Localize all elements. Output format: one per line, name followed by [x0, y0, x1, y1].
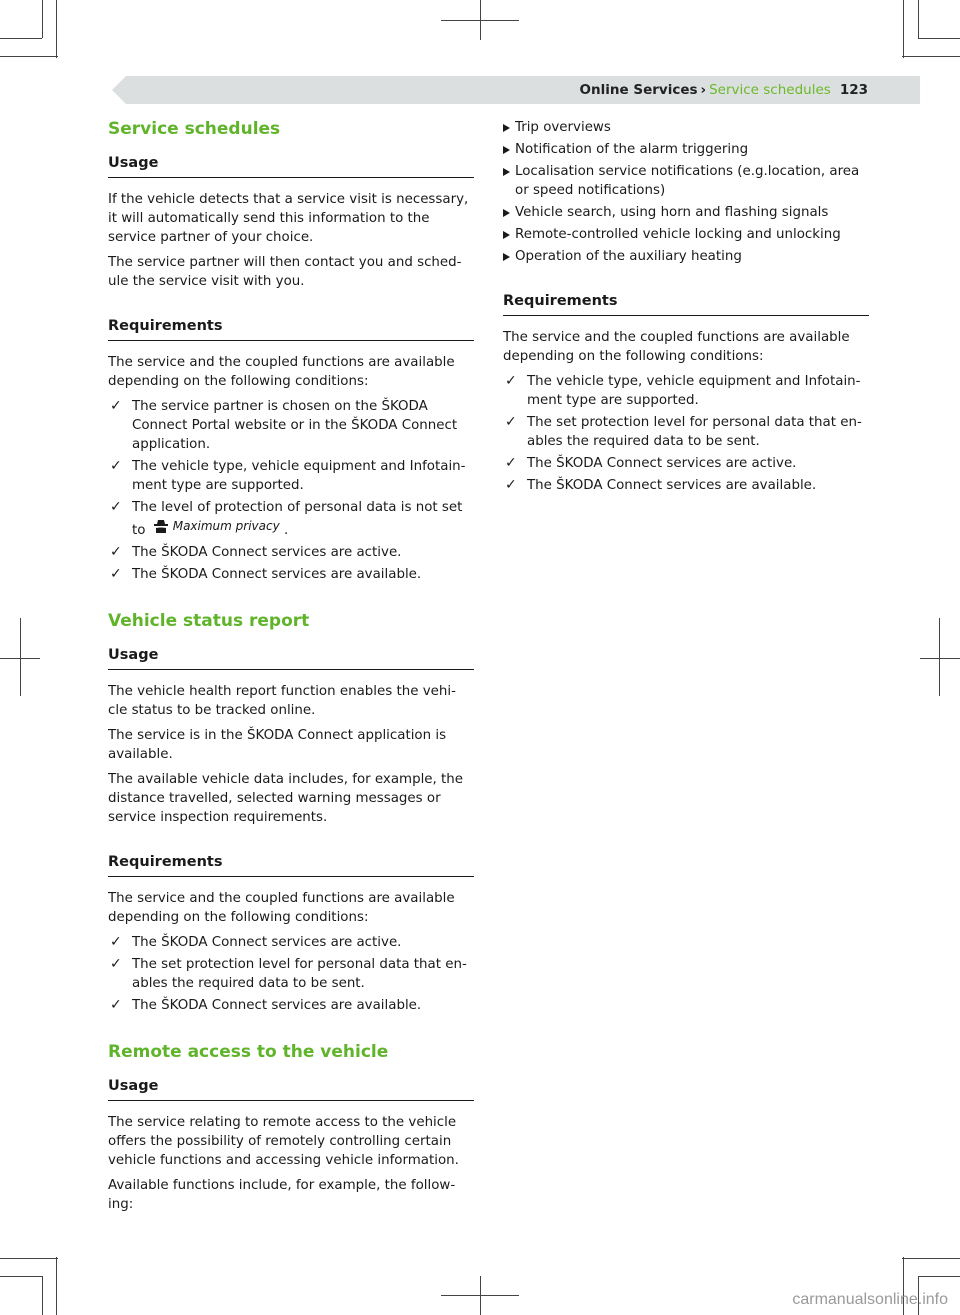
crop-mark — [20, 618, 21, 696]
list-item — [108, 543, 474, 562]
arrow-right-icon — [503, 168, 510, 176]
crop-mark — [920, 658, 960, 659]
list-item-text: The set protection level for personal data that en-ables the required data to be sent. — [132, 957, 467, 991]
check-icon: ✓ — [505, 414, 517, 430]
left-column — [108, 118, 474, 1220]
subheading-usage: Usage — [108, 154, 474, 178]
list-item — [503, 140, 869, 159]
paragraph: The service and the coupled functions are available depending on the following conditions: — [108, 355, 455, 389]
paragraph: The service partner will then contact you and sched-ule the service visit with you. — [108, 255, 462, 289]
list-item-text: Trip overviews — [515, 120, 611, 135]
paragraph: The service is in the ŠKODA Connect application is available. — [108, 728, 447, 762]
conditions-list — [108, 933, 474, 1015]
breadcrumb-separator: › — [700, 82, 707, 98]
check-icon: ✓ — [110, 544, 122, 560]
section-title-service-schedules: Service schedules — [108, 119, 281, 139]
list-item — [503, 118, 869, 137]
crop-mark — [42, 0, 43, 38]
crop-mark — [902, 1258, 960, 1259]
right-column — [503, 118, 869, 501]
list-item-text: The set protection level for personal data that en-ables the required data to be sent. — [527, 415, 862, 449]
list-item — [503, 476, 869, 495]
paragraph: The service and the coupled functions are available depending on the following conditions: — [503, 330, 850, 364]
list-item — [503, 454, 869, 473]
list-item-text: The level of protection of personal data is not set to — [132, 500, 463, 538]
privacy-suffix: . — [283, 523, 289, 538]
subheading-usage: Usage — [108, 646, 474, 670]
list-item — [503, 247, 869, 266]
crop-mark — [918, 1276, 960, 1277]
list-item — [503, 413, 869, 451]
check-icon: ✓ — [110, 997, 122, 1013]
breadcrumb — [580, 80, 868, 100]
crop-mark — [56, 1257, 57, 1315]
crop-mark — [918, 0, 919, 38]
check-icon: ✓ — [110, 934, 122, 950]
conditions-list — [503, 372, 869, 495]
section-title-remote-access: Remote access to the vehicle — [108, 1042, 389, 1062]
check-icon: ✓ — [505, 477, 517, 493]
arrow-right-icon — [503, 146, 510, 154]
check-icon: ✓ — [110, 499, 122, 515]
crop-mark — [56, 0, 57, 58]
check-icon: ✓ — [505, 373, 517, 389]
subheading-requirements: Requirements — [108, 853, 474, 877]
watermark: carmanualsonline.info — [792, 1291, 948, 1308]
crop-mark — [0, 38, 42, 39]
list-item-text: Notification of the alarm triggering — [515, 142, 749, 157]
section-title-vehicle-status-report: Vehicle status report — [108, 611, 310, 631]
crop-mark — [918, 38, 960, 39]
list-item — [503, 203, 869, 222]
check-icon: ✓ — [505, 455, 517, 471]
arrow-right-icon — [503, 231, 510, 239]
arrow-right-icon — [503, 124, 510, 132]
list-item — [108, 933, 474, 952]
paragraph: The service and the coupled functions are available depending on the following conditions: — [108, 891, 455, 925]
subheading-usage: Usage — [108, 1077, 474, 1101]
list-item-text: The ŠKODA Connect services are active. — [132, 545, 402, 560]
paragraph: The service relating to remote access to the vehicle offers the possibility of remotely controlling certain vehicle functions and accessing vehicle information. — [108, 1115, 459, 1168]
breadcrumb-current: Service schedules — [709, 82, 831, 98]
crop-mark — [0, 56, 58, 57]
crop-mark — [902, 56, 960, 57]
list-item-text: The vehicle type, vehicle equipment and Infotain-ment type are supported. — [527, 374, 861, 408]
list-item — [503, 225, 869, 244]
list-item — [503, 372, 869, 410]
list-item-text: The ŠKODA Connect services are active. — [527, 456, 797, 471]
list-item — [108, 498, 474, 540]
subheading-requirements: Requirements — [108, 317, 474, 341]
crop-mark — [480, 0, 481, 40]
breadcrumb-section[interactable]: Online Services — [579, 82, 698, 98]
list-item-text: The ŠKODA Connect services are active. — [132, 935, 402, 950]
list-item-text: The vehicle type, vehicle equipment and Infotain-ment type are supported. — [132, 459, 466, 493]
crop-mark — [480, 1276, 481, 1315]
check-icon: ✓ — [110, 398, 122, 414]
crop-mark — [42, 1276, 43, 1315]
list-item — [108, 397, 474, 454]
list-item-text: Operation of the auxiliary heating — [515, 249, 742, 264]
privacy-label: Maximum privacy — [172, 519, 280, 533]
paragraph: If the vehicle detects that a service visit is necessary, it will automatically send this information to the service partner of your choice. — [108, 192, 469, 245]
list-item-text: The ŠKODA Connect services are available. — [132, 567, 422, 582]
paragraph: The available vehicle data includes, for example, the distance travelled, selected warning messages or service inspection requirements. — [108, 772, 464, 825]
list-item — [108, 996, 474, 1015]
list-item — [108, 955, 474, 993]
paragraph: Available functions include, for example, the follow-ing: — [108, 1178, 456, 1212]
check-icon: ✓ — [110, 956, 122, 972]
list-item — [108, 457, 474, 495]
arrow-right-icon — [503, 209, 510, 217]
list-item-text: The ŠKODA Connect services are available. — [132, 998, 422, 1013]
list-item-text: The service partner is chosen on the ŠKODA Connect Portal website or in the ŠKODA Connect application. — [132, 399, 458, 452]
conditions-list — [108, 397, 474, 584]
arrow-right-icon — [503, 253, 510, 261]
subheading-requirements: Requirements — [503, 292, 869, 316]
list-item-text: Remote-controlled vehicle locking and unlocking — [515, 227, 841, 242]
list-item-text: Localisation service notifications (e.g.location, area or speed notifications) — [515, 164, 860, 198]
check-icon: ✓ — [110, 566, 122, 582]
check-icon: ✓ — [110, 458, 122, 474]
crop-mark — [0, 1276, 42, 1277]
functions-list — [503, 118, 869, 266]
list-item — [108, 565, 474, 584]
incognito-icon — [153, 519, 169, 534]
paragraph: The vehicle health report function enables the vehi-cle status to be tracked online. — [108, 684, 456, 718]
crop-mark — [0, 1258, 58, 1259]
list-item — [503, 162, 869, 200]
privacy-setting — [153, 517, 280, 536]
list-item-text: Vehicle search, using horn and flashing signals — [515, 205, 829, 220]
list-item-text: The ŠKODA Connect services are available. — [527, 478, 817, 493]
crop-mark — [939, 618, 940, 696]
crop-mark — [903, 0, 904, 58]
page-number: 123 — [839, 82, 868, 98]
